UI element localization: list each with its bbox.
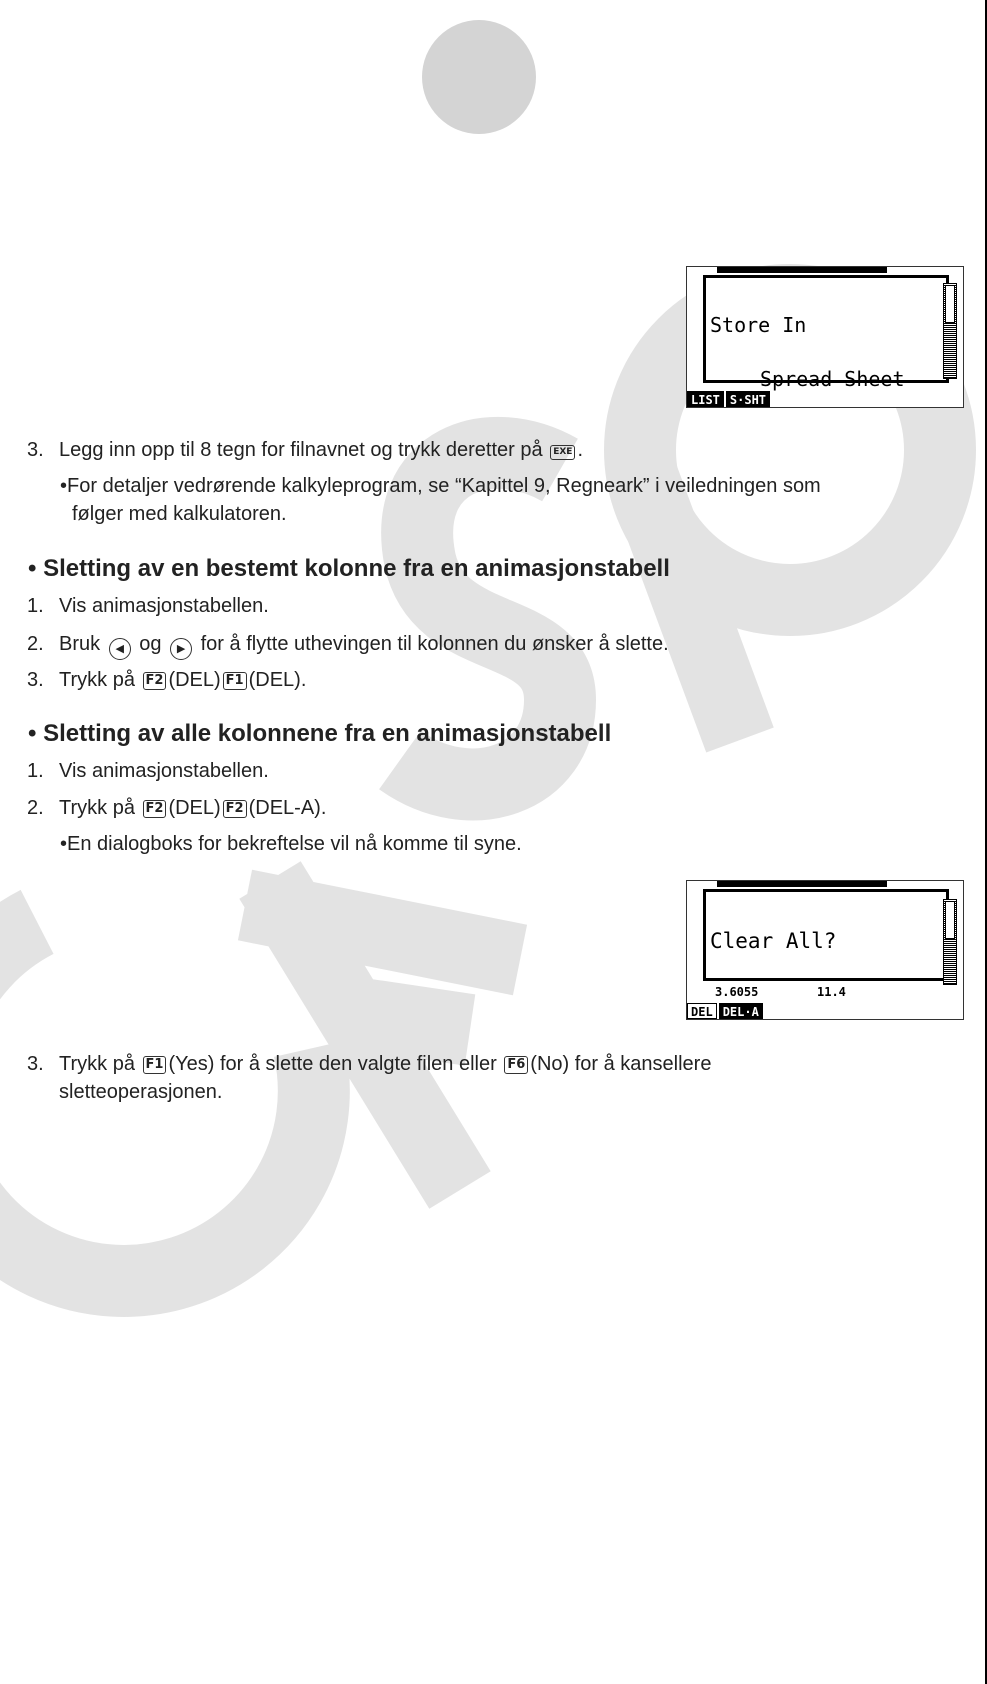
heading-delete-all-columns: • Sletting av alle kolonnene fra en animasjonstabell [28, 720, 612, 747]
exe-key-icon: EXE [550, 445, 575, 460]
screen-top-strip [717, 267, 887, 273]
f1-key-icon: F1 [143, 1056, 167, 1074]
scrollbar-thumb [945, 285, 955, 323]
dialog-title: Store In [710, 313, 807, 337]
heading-delete-column: • Sletting av en bestemt kolonne fra en animasjonstabell [28, 555, 670, 582]
f2-key-icon: F2 [223, 800, 247, 818]
f6-key-icon: F6 [504, 1056, 528, 1074]
dialog-title: Clear All? [710, 929, 837, 953]
f2-key-icon: F2 [143, 800, 167, 818]
f2-key-icon: F2 [143, 672, 167, 690]
dialog-subtitle: Spread Sheet [760, 367, 905, 391]
table-cell: 3.6055 [715, 985, 759, 999]
right-arrow-key-icon: ▶ [170, 638, 192, 660]
scrollbar [943, 283, 957, 379]
scrollbar [943, 899, 957, 985]
f1-key-icon: F1 [223, 672, 247, 690]
calculator-screen-store-spreadsheet [686, 266, 964, 408]
fkey-ssht: S·SHT [726, 391, 770, 407]
fkey-list: LIST [687, 391, 724, 407]
fkey-del-a: DEL·A [719, 1003, 763, 1019]
screen-top-strip [717, 881, 887, 887]
left-arrow-key-icon: ◀ [109, 638, 131, 660]
function-key-bar [687, 1003, 763, 1019]
table-cell: 11.4 [817, 985, 846, 999]
calculator-screen-clear-all [686, 880, 964, 1020]
clear-all-dialog [703, 889, 949, 981]
fkey-del: DEL [687, 1003, 717, 1019]
store-dialog [703, 275, 949, 391]
page-marker-dot [422, 20, 536, 134]
scrollbar-thumb [945, 901, 955, 939]
function-key-bar [687, 391, 770, 407]
